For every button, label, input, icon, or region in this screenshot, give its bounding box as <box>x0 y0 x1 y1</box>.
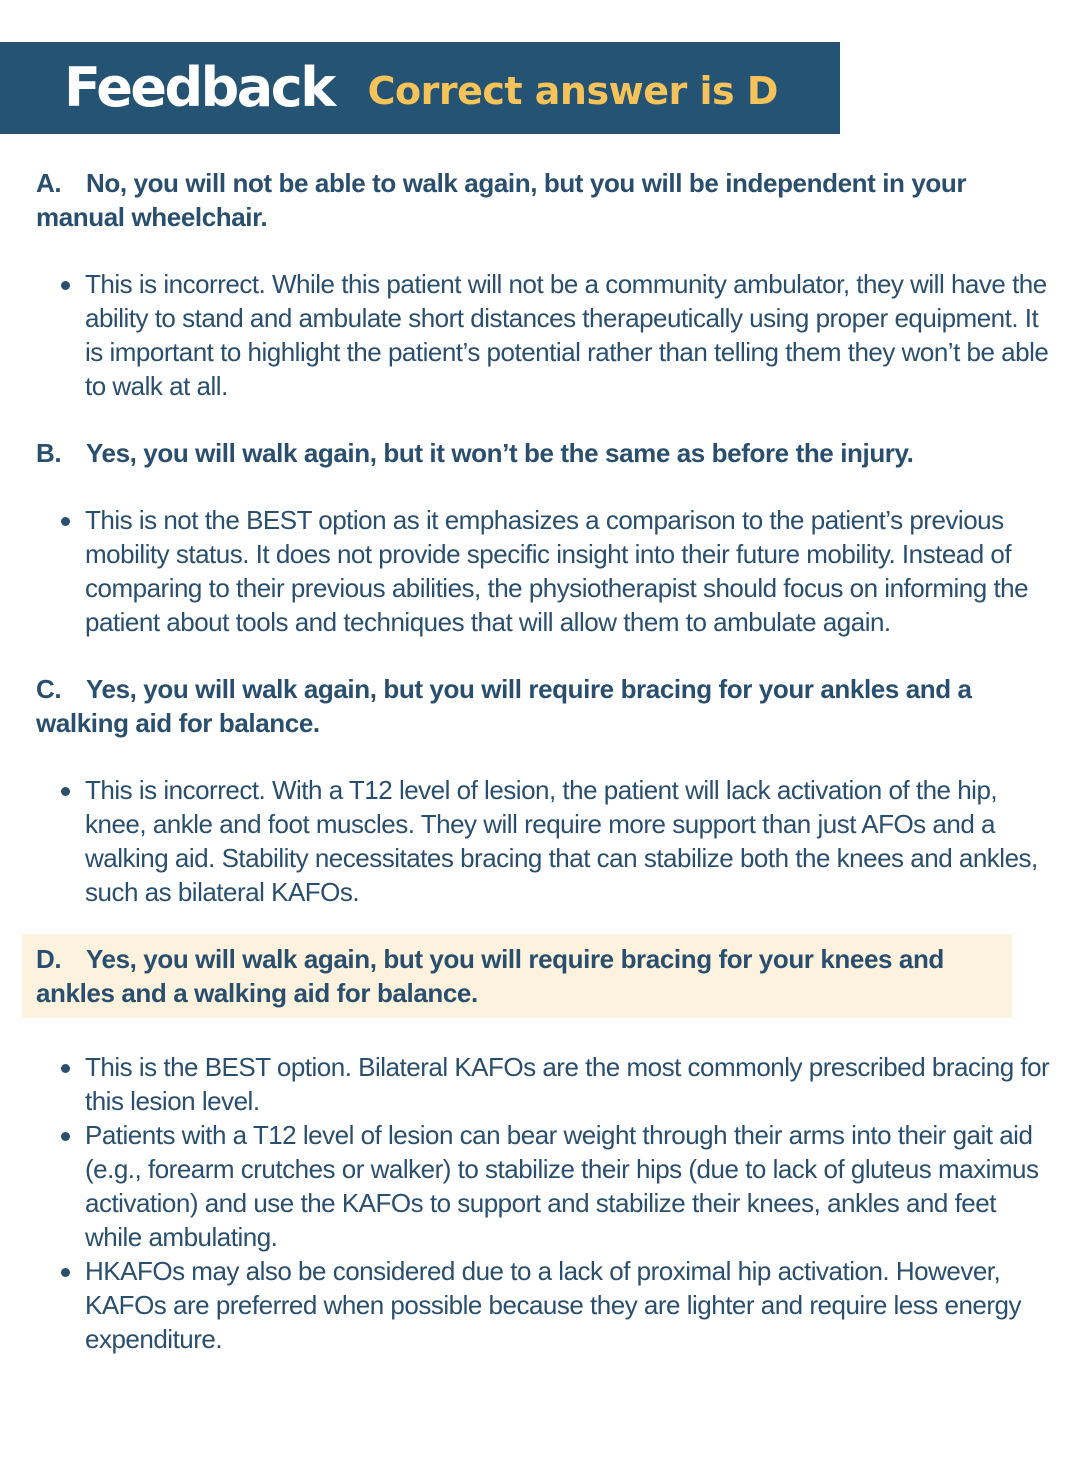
feedback-content <box>0 166 1080 1356</box>
option-letter: C. <box>36 674 62 704</box>
feedback-bullet: This is not the BEST option as it emphasizes a comparison to the patient’s previous mobility status. It does not provide specific insight into their future mobility. Instead of comparing to their previous abilities, the physiotherapist should focus on informing the patient about tools and techniques that will allow them to ambulate again. <box>85 503 1050 639</box>
feedback-header <box>0 42 840 134</box>
feedback-bullet: This is the BEST option. Bilateral KAFOs are the most commonly prescribed bracing for this lesion level. <box>85 1052 1050 1116</box>
feedback-bullet: This is incorrect. While this patient will not be a community ambulator, they will have the ability to stand and ambulate short distances therapeutically using proper equipment. It is important to highlight the patient’s potential rather than telling them they won’t be able to walk at all. <box>85 269 1049 401</box>
option-letter: A. <box>36 168 62 198</box>
option-text: Yes, you will walk again, but you will require bracing for your knees and ankles and a walking aid for balance. <box>36 944 944 1008</box>
correct-answer-label: Correct answer is D <box>367 69 778 113</box>
option-a-question <box>0 166 1080 234</box>
option-d-feedback <box>0 1050 1080 1356</box>
feedback-bullet: HKAFOs may also be considered due to a lack of proximal hip activation. However, KAFOs are preferred when possible because they are lighter and require less energy expenditure. <box>85 1254 1050 1356</box>
option-text: No, you will not be able to walk again, but you will be independent in your manual wheelchair. <box>36 168 967 232</box>
option-text: Yes, you will walk again, but you will require bracing for your ankles and a walking aid for balance. <box>36 674 972 738</box>
feedback-bullet: Patients with a T12 level of lesion can bear weight through their arms into their gait aid (e.g., forearm crutches or walker) to stabilize their hips (due to lack of gluteus maximus activation) and use the KAFOs to support and stabilize their knees, ankles and feet while ambulating. <box>85 1118 1050 1254</box>
header-title: Feedback <box>64 56 334 119</box>
option-letter: D. <box>36 944 62 974</box>
option-letter: B. <box>36 438 62 468</box>
option-c-feedback <box>0 773 1080 909</box>
feedback-bullet: This is incorrect. With a T12 level of lesion, the patient will lack activation of the hip, knee, ankle and foot muscles. They will require more support than just AFOs and a walking aid. Stability necessitates bracing that can stabilize both the knees and ankles, such as bilateral KAFOs. <box>85 773 1050 909</box>
option-text: Yes, you will walk again, but it won’t be the same as before the injury. <box>86 438 914 468</box>
option-c-question <box>0 672 1080 740</box>
option-a-feedback <box>0 267 1080 403</box>
option-b-question <box>0 436 1080 470</box>
option-d-question <box>22 934 1012 1018</box>
option-b-feedback <box>0 503 1080 639</box>
